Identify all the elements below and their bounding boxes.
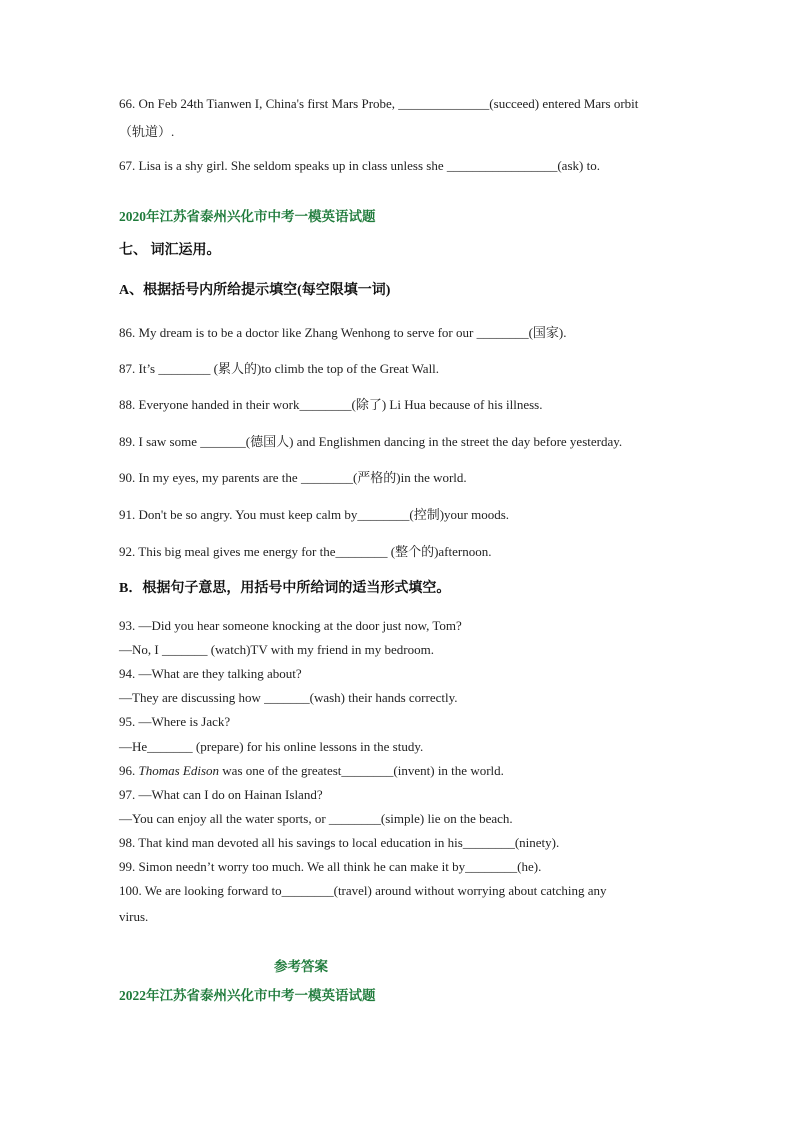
line-q95: 95. —Where is Jack? [119, 714, 231, 729]
line-q67: 67. Lisa is a shy girl. She seldom speaks up in class unless she _________________(ask) to. [119, 158, 600, 173]
q96-number: 96. [119, 763, 139, 778]
line-q99: 99. Simon needn’t worry too much. We all think he can make it by________(he). [119, 859, 542, 874]
part-b-instruction: B．根据句子意思，用括号中所给词的适当形式填空。 [119, 581, 451, 596]
line-q98: 98. That kind man devoted all his savings to local education in his________(ninety). [119, 835, 560, 850]
line-q97-answer: —You can enjoy all the water sports, or ________(simple) lie on the beach. [119, 811, 513, 826]
line-q66: 66. On Feb 24th Tianwen I, China's first Mars Probe, ______________(succeed) entered Mars orbit [119, 96, 639, 111]
line-q86: 86. My dream is to be a doctor like Zhang Wenhong to serve for our ________(国家). [119, 325, 567, 340]
line-q92: 92. This big meal gives me energy for the________ (整个的)afternoon. [119, 544, 492, 559]
line-q93-answer: —No, I _______ (watch)TV with my friend in my bedroom. [119, 642, 434, 657]
line-q91: 91. Don't be so angry. You must keep calm by________(控制)your moods. [119, 507, 510, 522]
part-a-instruction: A、根据括号内所给提示填空(每空限填一词) [119, 283, 391, 298]
line-q96 [119, 763, 504, 779]
line-q97: 97. —What can I do on Hainan Island? [119, 787, 323, 802]
section-title-vocabulary: 七、 词汇运用。 [119, 243, 221, 258]
line-q66-cont: （轨道）. [119, 124, 175, 139]
line-q87: 87. It’s ________ (累人的)to climb the top of the Great Wall. [119, 361, 440, 376]
line-q100: 100. We are looking forward to________(travel) around without worrying about catching any [119, 883, 607, 898]
line-q94: 94. —What are they talking about? [119, 666, 302, 681]
line-q90: 90. In my eyes, my parents are the ________(严格的)in the world. [119, 470, 467, 485]
answers-heading: 参考答案 [274, 959, 328, 974]
line-q95-answer: —He_______ (prepare) for his online lessons in the study. [119, 739, 424, 754]
line-q88: 88. Everyone handed in their work________(除了) Li Hua because of his illness. [119, 397, 543, 412]
line-q93: 93. —Did you hear someone knocking at the door just now, Tom? [119, 618, 462, 633]
section-heading-2020: 2020年江苏省泰州兴化市中考一模英语试题 [119, 209, 376, 224]
q96-rest: was one of the greatest________(invent) in the world. [222, 763, 504, 778]
line-q94-answer: —They are discussing how _______(wash) their hands correctly. [119, 690, 458, 705]
section-heading-2022: 2022年江苏省泰州兴化市中考一模英语试题 [119, 988, 376, 1003]
line-q89: 89. I saw some _______(德国人) and Englishmen dancing in the street the day before yesterday. [119, 434, 623, 449]
line-q100-cont: virus. [119, 909, 149, 924]
q96-name: Thomas Edison [138, 763, 220, 778]
